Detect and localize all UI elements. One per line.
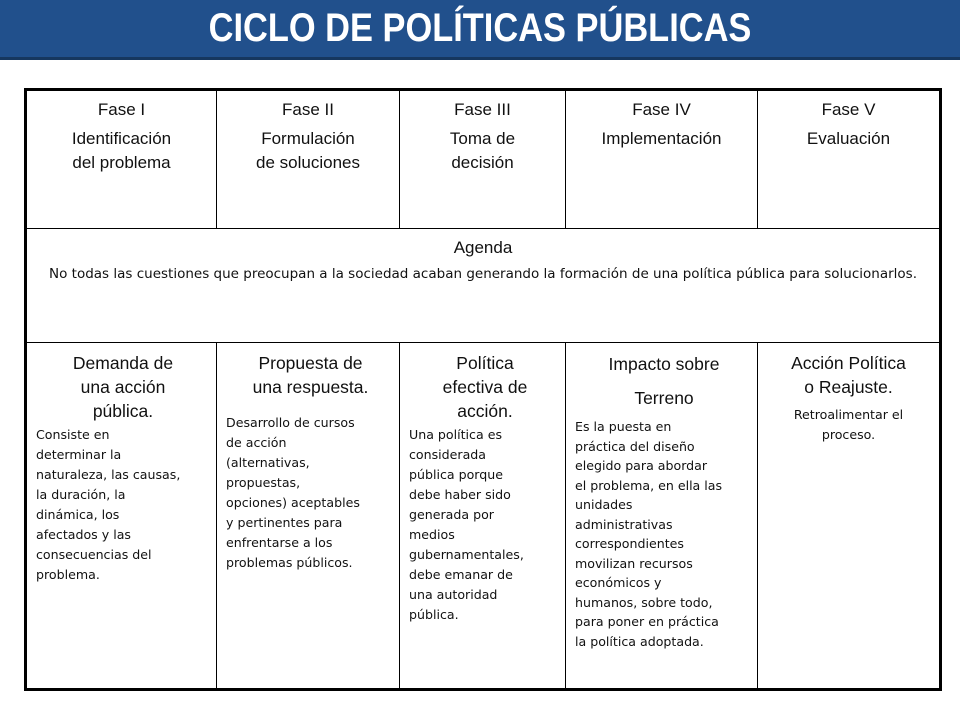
phase-cell-4 [566, 91, 757, 228]
policy-cycle-table [24, 88, 942, 691]
phase-label: Fase III [454, 100, 511, 119]
detail-heading: Acción Política o Reajuste. [791, 353, 906, 397]
detail-text: Es la puesta en práctica del diseño elegido para abordar el problema, en ella las unidades administrativas correspondientes movilizan recursos económicos y humanos, sobre todo, para poner en práctica la política adoptada. [575, 419, 723, 649]
phase-name: Evaluación [806, 129, 891, 148]
title-banner [0, 0, 960, 60]
detail-cell-1 [27, 343, 216, 691]
detail-heading: Propuesta de una respuesta. [252, 353, 369, 397]
detail-heading: Política efectiva de acción. [442, 353, 528, 421]
phase-cell-1 [27, 91, 216, 228]
agenda-description: No todas las cuestiones que preocupan a la sociedad acaban generando la formación de una política pública para solucionarlos. [49, 266, 917, 282]
phase-label: Fase V [821, 100, 876, 119]
agenda-cell [27, 229, 939, 342]
detail-heading: Demanda de una acción pública. [72, 353, 174, 421]
detail-cell-4 [566, 343, 757, 691]
detail-cell-5 [758, 343, 939, 691]
phase-label: Fase I [97, 100, 146, 119]
phase-name: Toma de decisión [449, 129, 516, 172]
phase-cell-3 [400, 91, 565, 228]
detail-cell-2 [217, 343, 399, 691]
detail-cell-3 [400, 343, 565, 691]
detail-text: Una política es considerada pública porque debe haber sido generada por medios gubernamentales, debe emanar de una autoridad pública. [409, 427, 524, 622]
agenda-title: Agenda [453, 238, 513, 257]
phase-name: Identificación del problema [71, 129, 172, 172]
phase-cell-5 [758, 91, 939, 228]
page-title: CICLO DE POLÍTICAS PÚBLICAS [208, 6, 752, 50]
detail-heading: Impacto sobre Terreno [608, 354, 720, 408]
phase-name: Formulación de soluciones [256, 129, 360, 172]
detail-text: Retroalimentar el proceso. [793, 407, 904, 442]
phase-label: Fase IV [632, 100, 691, 119]
phase-label: Fase II [282, 100, 334, 119]
phase-cell-2 [217, 91, 399, 228]
phase-name: Implementación [601, 129, 722, 148]
detail-text: Desarrollo de cursos de acción (alternativas, propuestas, opciones) aceptables y pertinentes para enfrentarse a los problemas públicos. [226, 415, 360, 570]
detail-text: Consiste en determinar la naturaleza, las causas, la duración, la dinámica, los afectados y las consecuencias del problema. [36, 427, 181, 582]
